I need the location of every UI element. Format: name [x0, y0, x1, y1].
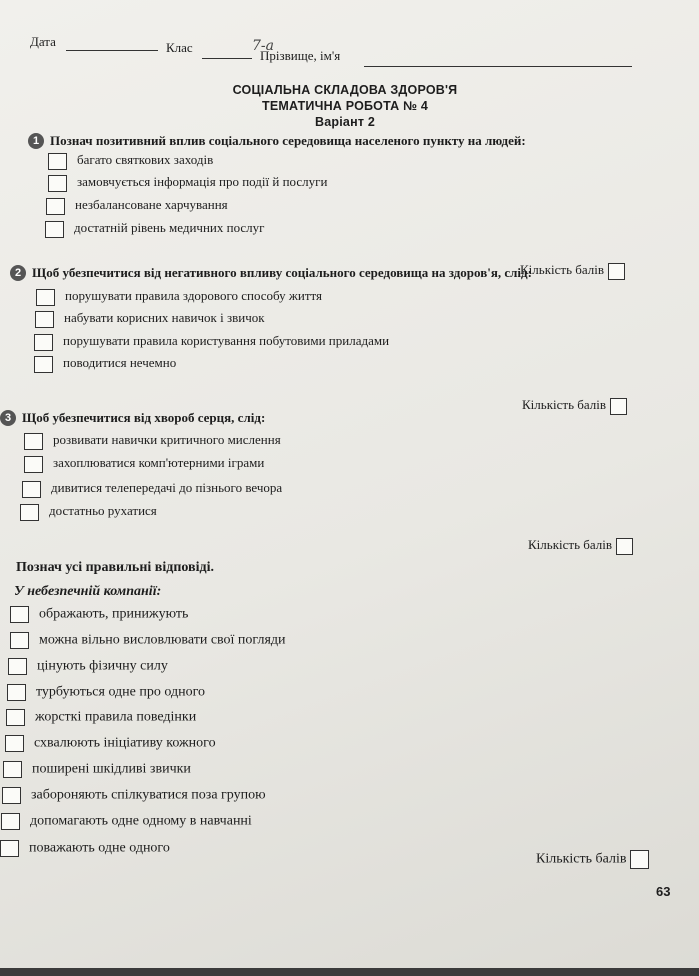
option-label: багато святкових заходів: [77, 152, 214, 167]
option-row[interactable]: [3, 761, 191, 778]
score-label: Кількість балів: [522, 397, 606, 412]
option-label: захоплюватися комп'ютерними іграми: [53, 455, 265, 470]
option-checkbox[interactable]: [46, 198, 65, 215]
question-number-badge: 1: [28, 133, 44, 149]
option-checkbox[interactable]: [34, 334, 53, 351]
option-row[interactable]: [24, 455, 264, 473]
option-row[interactable]: [10, 632, 286, 649]
question-2: [10, 265, 532, 281]
page-number: 63: [656, 884, 671, 899]
option-label: достатній рівень медичних послуг: [74, 220, 265, 235]
section-title: СОЦІАЛЬНА СКЛАДОВА ЗДОРОВ'Я: [232, 83, 458, 97]
option-row[interactable]: [8, 658, 168, 675]
option-label: порушувати правила здорового способу життя: [65, 288, 323, 303]
class-label: Клас: [166, 40, 193, 55]
question-1: [28, 133, 526, 149]
score-box: [522, 397, 627, 415]
option-checkbox[interactable]: [8, 658, 27, 675]
option-checkbox[interactable]: [24, 433, 43, 450]
option-label: схвалюють ініціативу кожного: [34, 735, 216, 751]
option-row[interactable]: [6, 709, 196, 726]
option-checkbox[interactable]: [34, 356, 53, 373]
option-row[interactable]: [20, 503, 157, 521]
option-label: забороняють спілкуватися поза групою: [31, 787, 266, 803]
option-label: розвивати навички критичного мислення: [53, 432, 281, 447]
option-row[interactable]: [7, 684, 205, 701]
option-checkbox[interactable]: [7, 684, 26, 701]
option-row[interactable]: [48, 174, 327, 192]
score-input[interactable]: [608, 263, 625, 280]
option-label: поширені шкідливі звички: [32, 761, 191, 777]
date-label: Дата: [30, 34, 56, 49]
option-label: цінують фізичну силу: [37, 658, 168, 674]
score-label: Кількість балів: [528, 537, 612, 552]
option-checkbox[interactable]: [1, 813, 20, 830]
question-4-subtitle: [14, 584, 161, 600]
work-title: ТЕМАТИЧНА РОБОТА № 4: [261, 99, 429, 113]
option-checkbox[interactable]: [24, 456, 43, 473]
score-box: [536, 850, 649, 869]
question-text: Щоб убезпечитися від хвороб серця, слід:: [22, 410, 266, 425]
question-number-badge: 2: [10, 265, 26, 281]
class-handwriting: 7-а: [252, 38, 274, 54]
question-text: Познач позитивний вплив соціального середовища населеного пункту на людей:: [50, 133, 526, 148]
question-text: Щоб убезпечитися від негативного впливу соціального середовища на здоров'я, слід:: [32, 265, 532, 280]
option-checkbox[interactable]: [10, 606, 29, 623]
question-number-badge: 3: [0, 410, 16, 426]
option-row[interactable]: [46, 197, 228, 215]
option-checkbox[interactable]: [48, 153, 67, 170]
option-checkbox[interactable]: [10, 632, 29, 649]
option-row[interactable]: [1, 813, 252, 830]
option-checkbox[interactable]: [22, 481, 41, 498]
option-row[interactable]: [34, 333, 389, 351]
option-row[interactable]: [5, 735, 216, 752]
option-row[interactable]: [22, 480, 282, 498]
name-label: Прізвище, ім'я: [260, 48, 341, 63]
option-checkbox[interactable]: [20, 504, 39, 521]
option-checkbox[interactable]: [45, 221, 64, 238]
name-field[interactable]: [364, 66, 632, 67]
question-3: [0, 410, 265, 426]
score-input[interactable]: [616, 538, 633, 555]
page-edge-shadow: [0, 968, 699, 976]
option-row[interactable]: [45, 220, 265, 238]
option-row[interactable]: [24, 432, 281, 450]
option-label: набувати корисних навичок і звичок: [64, 310, 265, 325]
option-row[interactable]: [34, 355, 176, 373]
option-row[interactable]: [10, 606, 188, 623]
date-field[interactable]: [66, 50, 158, 51]
option-label: поважають одне одного: [29, 840, 170, 856]
option-label: замовчується інформація про події й послуги: [77, 174, 328, 189]
option-checkbox[interactable]: [5, 735, 24, 752]
option-label: ображають, принижують: [39, 606, 189, 622]
option-row[interactable]: [2, 787, 266, 804]
worksheet-title: [210, 82, 480, 130]
option-checkbox[interactable]: [2, 787, 21, 804]
score-box: [528, 537, 633, 555]
score-label: Кількість балів: [536, 851, 627, 867]
option-label: порушувати правила користування побутовими приладами: [63, 333, 390, 348]
option-label: допомагають одне одному в навчанні: [30, 813, 252, 829]
class-field[interactable]: [202, 58, 252, 59]
option-label: жорсткі правила поведінки: [35, 709, 197, 725]
option-row[interactable]: [0, 840, 170, 857]
option-checkbox[interactable]: [6, 709, 25, 726]
option-row[interactable]: [35, 310, 265, 328]
option-row[interactable]: [36, 288, 322, 306]
score-box: [520, 262, 625, 280]
option-label: поводитися нечемно: [63, 355, 177, 370]
option-checkbox[interactable]: [48, 175, 67, 192]
option-label: можна вільно висловлювати свої погляди: [39, 632, 286, 648]
option-checkbox[interactable]: [35, 311, 54, 328]
question-4: [16, 560, 214, 576]
option-label: турбуються одне про одного: [36, 684, 205, 700]
option-label: достатньо рухатися: [49, 503, 157, 518]
score-input[interactable]: [630, 850, 649, 869]
score-label: Кількість балів: [520, 262, 604, 277]
header-fields: [30, 30, 650, 70]
option-checkbox[interactable]: [36, 289, 55, 306]
option-row[interactable]: [48, 152, 213, 170]
question-text: Познач усі правильні відповіді.: [16, 560, 214, 575]
option-checkbox[interactable]: [3, 761, 22, 778]
variant-label: Варіант 2: [315, 115, 375, 129]
option-label: дивитися телепередачі до пізнього вечора: [51, 480, 283, 495]
option-checkbox[interactable]: [0, 840, 19, 857]
score-input[interactable]: [610, 398, 627, 415]
option-label: незбалансоване харчування: [75, 197, 228, 212]
question-subtitle: У небезпечній компанії:: [14, 584, 162, 599]
